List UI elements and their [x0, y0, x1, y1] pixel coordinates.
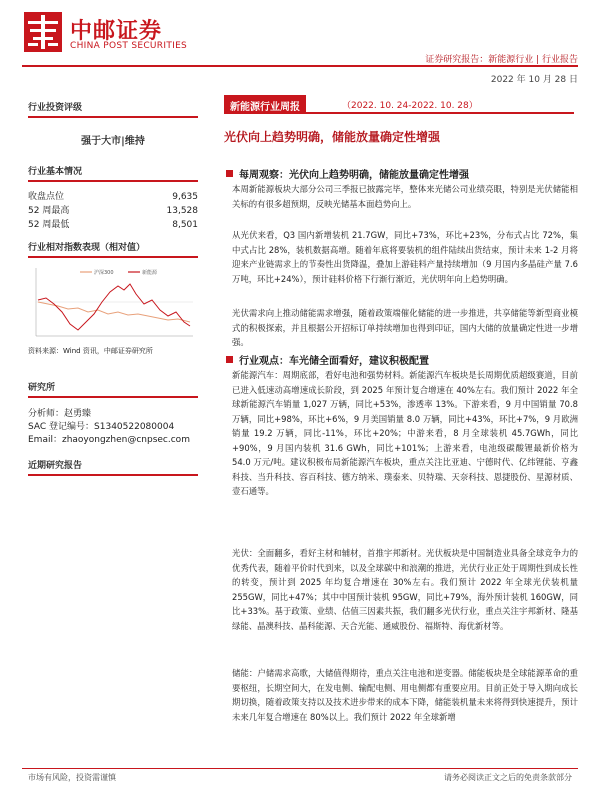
logo-text-cn: 中邮证券 — [70, 19, 163, 44]
header-divider — [22, 65, 578, 67]
risk-disclaimer: 市场有风险，投资需谨慎 — [28, 773, 116, 782]
logo-text-en: CHINA POST SECURITIES — [70, 41, 188, 51]
paragraph-photovoltaic: 光伏：全面翻多，看好主材和辅材，首推宇邦新材。光伏板块是中国制造业具备全球竞争力的优秀代表，随着平价时代到来，以及全球碳中和浪潮的推进，光伏行业正处于周期性到成长性的转变，预计到 2025 年均复合增速在 30%左右。我们预计 2022 年全球光伏装机量 255GW，同比+47%；其中中国预计装机 95GW，同比+79%，海外预计装机 160GW，同比+33%。基于政策、业绩、估值三因素共振，我们翻多光伏行业，重点关注宇邦新材、隆基绿能、晶澳科技、晶科能源、天合光能、通威股份、福斯特、海优新材等。 — [232, 548, 578, 631]
basics-row: 52 周最低 8,501 — [28, 220, 198, 230]
rating-heading: 行业投资评级 — [28, 100, 198, 118]
rating-value: 强于大市|维持 — [81, 136, 145, 147]
research-heading: 研究所 — [28, 380, 198, 398]
paragraph-pv: 从光伏来看，Q3 国内新增装机 21.7GW，同比+73%，环比+23%，分布式占比 72%，集中式占比 28%，装机数据高增。随着年底将要装机的组件陆续出货结束，预计未来 1-2 月将迎来产业链需求上的节奏性出货降温，叠加上游硅料产量持续增加（9 月国内多晶硅产量 7.6 万吨，环比+24%），预计硅料价格下行渐行渐近，光伏明年向上趋势明确。 — [232, 230, 578, 284]
chart-source: 资料来源：Wind 资讯，中邮证券研究所 — [28, 347, 153, 355]
basics-section — [28, 164, 198, 232]
recent-reports-heading: 近期研究报告 — [28, 458, 198, 476]
paragraph-storage-demand: 光伏需求向上推动储能需求增强，随着政策端催化储能的进一步推进，共享储能等新型商业模式的积极探索，并且根据公开招标订单持续增加也得到印证，国内大储的放量确定性进一步增强。 — [232, 308, 578, 347]
bullet-square-icon — [226, 356, 233, 363]
report-date: 2022 年 10 月 28 日 — [490, 75, 578, 85]
banner-title: 新能源行业周报 — [224, 95, 306, 114]
section-industry-view: 行业观点：车光储全面看好，建议积极配置 — [226, 352, 429, 367]
performance-heading: 行业相对指数表现（相对值） — [28, 240, 198, 258]
rating-section — [28, 100, 198, 118]
footer-divider — [22, 768, 578, 769]
bullet-square-icon — [226, 170, 233, 177]
section-weekly-observation: 每周观察：光伏向上趋势明确，储能放量确定性增强 — [226, 166, 469, 181]
analyst-email[interactable]: Email：zhaoyongzhen@cnpsec.com — [28, 435, 190, 445]
recent-reports-section — [28, 458, 198, 476]
analyst-sac: SAC 登记编号：S1340522080004 — [28, 422, 175, 432]
research-section — [28, 380, 198, 447]
legend-label-hs300: 沪深300 — [94, 270, 114, 276]
basics-heading: 行业基本情况 — [28, 164, 198, 182]
analyst-name: 分析师：赵勇臻 — [28, 409, 92, 419]
legal-disclaimer: 请务必阅读正文之后的免责条款部分 — [444, 773, 572, 782]
legend-label-newenergy: 新能源 — [142, 270, 158, 276]
basics-row: 52 周最高 13,528 — [28, 206, 198, 216]
basics-row: 收盘点位 9,635 — [28, 192, 198, 202]
report-title: 光伏向上趋势明确，储能放量确定性增强 — [224, 130, 441, 144]
series-hs300-line — [38, 302, 190, 322]
report-category: 证券研究报告：新能源行业 | 行业报告 — [425, 55, 578, 65]
paragraph-new-energy-vehicle: 新能源汽车：周期底部，看好电池和强势材料。新能源汽车板块是长周期优质超级赛道，目前已进入低速动高增速成长阶段，到 2025 年预计复合增速在 40%左右。我们预计 2022 年全球新能源汽车销量 1,027 万辆，同比+53%，渗透率 13%。下游来看，9 月中国销量 70.8 万辆，同比+98%，环比+6%，9 月美国销量 8.0 万辆，同比+43%，环比+7%，9 月欧洲销量 19.2 万辆，同比-11%，环比+20%；中游来看，8 月全球装机 45.7GWh，同比+90%，9 月国内装机 31.6 GWh，同比+101%；上游来看，电池级碳酸锂最新价格为 54.0 万元/吨。建议积极布局新能源汽车板块，重点关注比亚迪、宁德时代、亿纬锂能、亨鑫科技、当升科技、容百科技、德方纳米、璞泰来、贝特瑞、天奈科技、恩捷股份、星源材质、壹石通等。 — [232, 370, 578, 496]
paragraph-energy-storage: 储能：户储需求高歌，大储值得期待，重点关注电池和逆变器。储能板块是全球能源革命的重要枢纽，长期空间大，在发电侧、输配电侧、用电侧都有重要应用。目前正处于导入期向成长期切换，随着政策支持以及技术进步带来的成本下降，储能装机量未来将得到快速提升，预计未来几年复合增速在 80%以上。我们预计 2022 年全球新增 — [232, 668, 578, 722]
paragraph-overview: 本周新能源板块大部分公司三季报已披露完毕，整体来光储公司业绩亮眼，特别是光伏储能相关标的有很多超预期，反映光储基本面趋势向上。 — [232, 184, 578, 209]
weekly-banner — [224, 95, 574, 114]
company-logo-icon — [24, 12, 62, 52]
relative-performance-chart — [28, 262, 198, 346]
banner-date-range: （2022. 10. 24-2022. 10. 28） — [342, 101, 478, 111]
performance-section — [28, 240, 198, 258]
